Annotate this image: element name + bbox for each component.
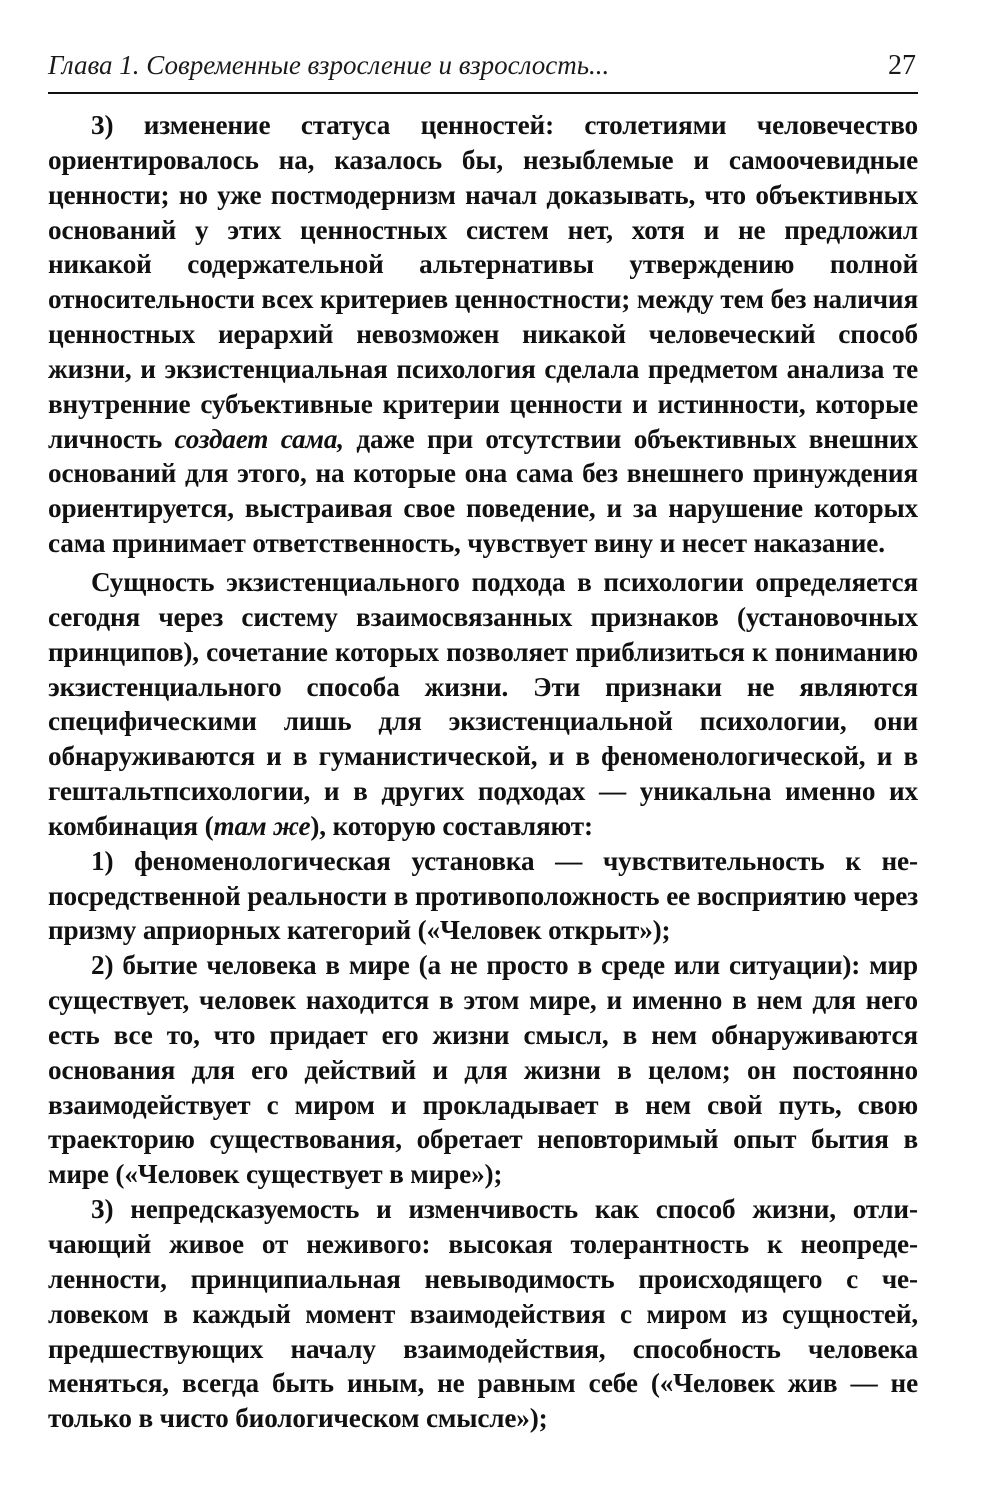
text-run: 3) изменение статуса ценностей: столетиями человечество ориентировалось на, казалось бы, незыблемые и самоочевидные ценности; но уже постмодернизм начал доказывать, что объективных оснований у этих ценностных систем нет, хотя и не предложил никакой содержательной альтернативы утверждению полной относительности всех критериев ценностности; между тем без наличия ценностных иерархий невозможен никакой человеческий способ жизни, и экзистенциальная психология сделала предметом анализа те внутренние субъективные критерии ценности и истинности, которые личность <box>48 110 919 454</box>
list-item-unpredictability: 3) непредсказуемость и изменчивость как способ жизни, отличающий живое от неживого: высокая толерантность к неопределенности, принципиальная невыводимость происходящего с человеком в каждый момент взаимодействия с миром из сущностей, предшествующих началу взаимодействия, способность человека меняться, всегда быть иным, не равным себе («Человек жив — не только в чисто биологическом смысле»); <box>48 1194 918 1434</box>
text-run: Сущность экзистенциального подхода в психологии определяется сегодня через систему взаимосвязанных признаков (установочных принципов), сочетание которых позволяет приблизиться к пониманию экзистенциального способа жизни. Эти признаки не являются специфическими лишь для экзистенциальной психологии, они обнаруживаются и в гуманистической, и в феноменологической, и в гештальтпсихологии, и в других подходах — уникальна именно их комбинация ( <box>48 566 918 841</box>
list-item-being-in-world: 2) бытие человека в мире (а не просто в среде или ситуации): мир существует, человек находится в этом мире, и именно в нем для него есть все то, что придает его жизни смысл, в нем обнаруживаются основания для его действий и для жизни в целом; он постоянно взаимодействует с миром и прокладывает в нем свой путь, свою траекторию существования, обретает неповторимый опыт бытия в мире («Человек существует в мире»); <box>48 950 918 1190</box>
paragraph-values-status <box>48 108 918 561</box>
header-rule <box>48 92 918 94</box>
paragraph-existential-approach <box>48 565 918 844</box>
body-text <box>48 108 918 1436</box>
text-run: даже при отсутствии объективных внешних оснований для этого, на которые она сама без внешнего принуждения ориентируется, выстраивая свое поведение, и за нарушение которых сама принимает ответственность, чувствует вину и несет наказание. <box>48 423 918 559</box>
running-header <box>48 50 918 90</box>
italic-emphasis: создает сама, <box>174 423 344 454</box>
italic-emphasis: там же <box>213 810 311 841</box>
text-run: ), которую составляют: <box>310 810 593 841</box>
list-item-phenomenological: 1) феноменологическая установка — чувствительность к непосредственной реальности в противоположность ее восприятию через призму априорных категорий («Человек открыт»); <box>48 845 918 946</box>
page-number: 27 <box>888 50 916 81</box>
book-page <box>48 50 918 1436</box>
running-title: Глава 1. Современные взросление и взрослость... <box>48 50 610 80</box>
